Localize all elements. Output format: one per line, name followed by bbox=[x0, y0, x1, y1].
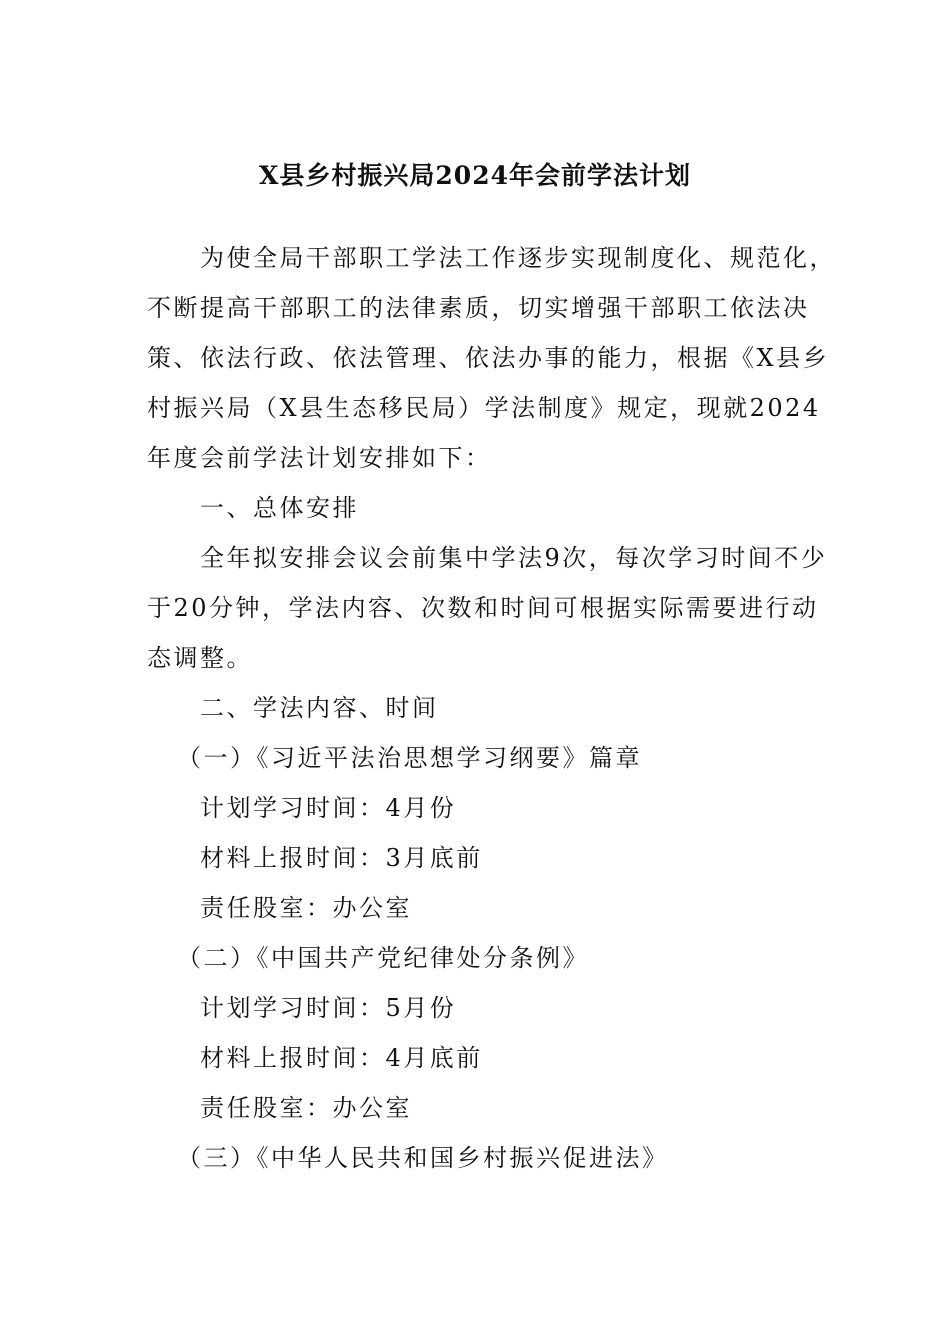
intro-line: 村振兴局（X县生态移民局）学法制度》规定，现就2024 bbox=[147, 394, 821, 422]
section-heading: 一、总体安排 bbox=[200, 494, 359, 522]
intro-line: 年度会前学法计划安排如下： bbox=[147, 444, 492, 472]
item-department: 责任股室：办公室 bbox=[200, 894, 412, 922]
item-study-time: 计划学习时间：4月份 bbox=[200, 794, 457, 822]
intro-line: 为使全局干部职工学法工作逐步实现制度化、规范化， bbox=[200, 244, 836, 272]
document-body bbox=[147, 233, 836, 1183]
intro-line: 不断提高干部职工的法律素质，切实增强干部职工依法决 bbox=[147, 294, 810, 322]
section1-line: 于20分钟，学法内容、次数和时间可根据实际需要进行动 bbox=[147, 594, 819, 622]
section1-line: 态调整。 bbox=[147, 644, 253, 672]
item-title: （三）《中华人民共和国乡村振兴促进法》 bbox=[177, 1144, 669, 1172]
item-study-time: 计划学习时间：5月份 bbox=[200, 994, 457, 1022]
section1-line: 全年拟安排会议会前集中学法9次，每次学习时间不少 bbox=[200, 544, 828, 572]
section-heading: 二、学法内容、时间 bbox=[200, 694, 439, 722]
item-title: （二）《中国共产党纪律处分条例》 bbox=[177, 944, 589, 972]
item-title: （一）《习近平法治思想学习纲要》篇章 bbox=[177, 744, 642, 772]
item-report-time: 材料上报时间：3月底前 bbox=[200, 844, 483, 872]
section1-paragraph bbox=[147, 533, 828, 683]
document-title: X县乡村振兴局2024年会前学法计划 bbox=[259, 161, 691, 190]
intro-line: 策、依法行政、依法管理、依法办事的能力，根据《X县乡 bbox=[147, 344, 830, 372]
item-department: 责任股室：办公室 bbox=[200, 1094, 412, 1122]
item-report-time: 材料上报时间：4月底前 bbox=[200, 1044, 483, 1072]
intro-paragraph bbox=[147, 233, 836, 483]
